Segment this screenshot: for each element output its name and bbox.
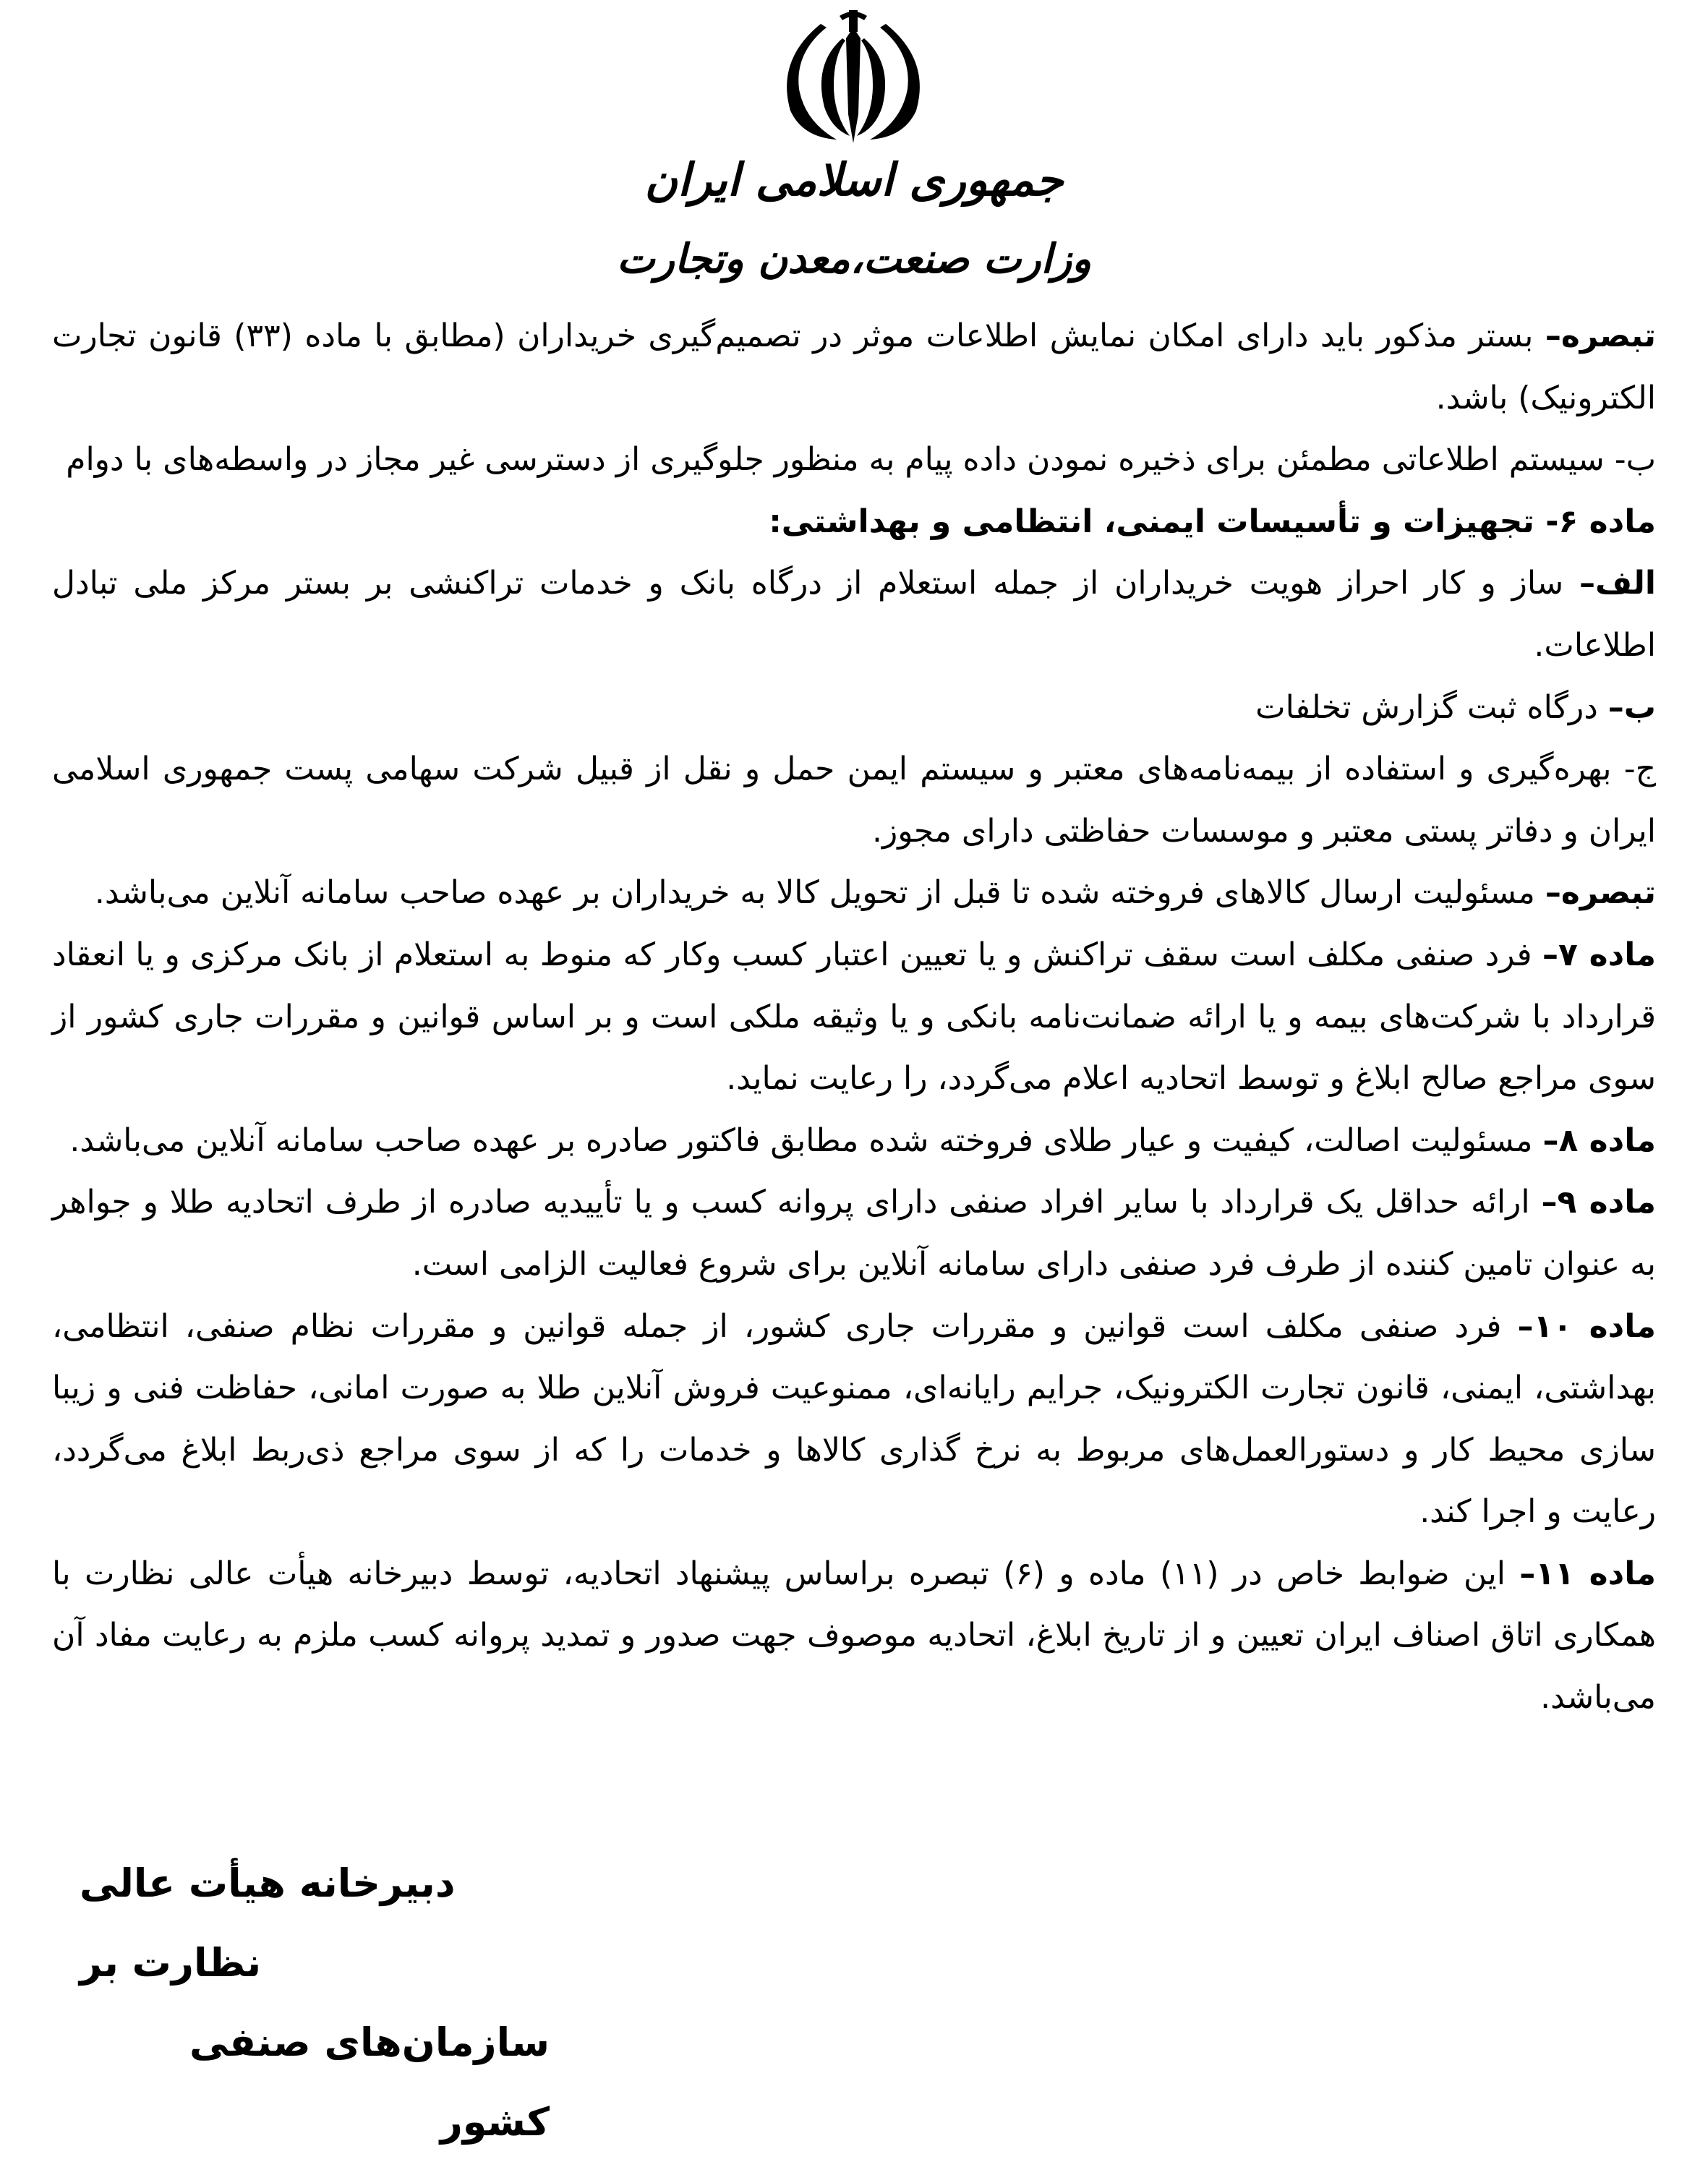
article-11-text: این ضوابط خاص در (۱۱) ماده و (۶) تبصره براساس پیشنهاد اتحادیه، توسط دبیرخانه هیأت عالی نظارت با همکاری اتاق اصناف ایران تعیین و از تاریخ ابلاغ، اتحادیه موصوف جهت صدور و تمدید پروانه کسب ملزم به رعایت مفاد آن می‌باشد. bbox=[52, 1555, 1656, 1717]
clause-alef bbox=[52, 552, 1656, 676]
tabsareh-label: تبصره– bbox=[1545, 317, 1657, 354]
tabsareh-shipping bbox=[52, 862, 1656, 924]
article-9 bbox=[52, 1171, 1656, 1295]
article-8 bbox=[52, 1110, 1656, 1172]
clause-jim: ج- بهره‌گیری و استفاده از بیمه‌نامه‌های معتبر و سیستم ایمن حمل و نقل از قبیل شرکت سهامی پست جمهوری اسلامی ایران و دفاتر پستی معتبر و موسسات حفاظتی دارای مجوز. bbox=[52, 751, 1656, 850]
signature-line-1: دبیرخانه هیأت عالی نظارت بر bbox=[80, 1860, 456, 1986]
signature-block bbox=[29, 1844, 550, 2162]
iran-emblem-icon bbox=[770, 6, 936, 143]
clause-b-text: درگاه ثبت گزارش تخلفات bbox=[1255, 688, 1608, 726]
article-6-heading: ماده ۶- تجهیزات و تأسیسات ایمنی، انتظامی و بهداشتی: bbox=[769, 503, 1656, 540]
letterhead bbox=[0, 0, 1708, 304]
article-9-label: ماده ۹– bbox=[1541, 1184, 1656, 1221]
clause-alef-text: ساز و کار احراز هویت خریداران از جمله استعلام از درگاه بانک و خدمات تراکنشی بر بستر مرکز ملی تبادل اطلاعات. bbox=[52, 565, 1656, 664]
tabsareh-shipping-label: تبصره– bbox=[1545, 874, 1656, 912]
article-8-label: ماده ۸– bbox=[1542, 1121, 1656, 1159]
clause-b-label: ب– bbox=[1607, 688, 1656, 726]
clause-b-storage: ب- سیستم اطلاعاتی مطمئن برای ذخیره نمودن داده پیام به منظور جلوگیری از دسترسی غیر مجاز در واسطه‌های با دوام bbox=[66, 441, 1656, 479]
signature-line-2: سازمان‌های صنفی کشور bbox=[189, 2020, 550, 2145]
tabsareh-text: بستر مذکور باید دارای امکان نمایش اطلاعات موثر در تصمیم‌گیری خریداران (مطابق با ماده (۳۳) قانون تجارت الکترونیک) باشد. bbox=[52, 317, 1656, 416]
article-7 bbox=[52, 924, 1656, 1110]
country-name: جمهوری اسلامی ایران bbox=[644, 153, 1064, 206]
article-11-label: ماده ۱۱– bbox=[1519, 1555, 1656, 1592]
document-body bbox=[52, 305, 1656, 1729]
article-11 bbox=[52, 1543, 1656, 1729]
article-10-label: ماده ۱۰– bbox=[1517, 1307, 1656, 1345]
tabsareh-shipping-text: مسئولیت ارسال کالاهای فروخته شده تا قبل از تحویل کالا به خریداران بر عهده صاحب سامانه آنلاین می‌باشد. bbox=[94, 874, 1545, 912]
clause-alef-label: الف– bbox=[1579, 565, 1656, 602]
article-10 bbox=[52, 1296, 1656, 1543]
clause-b-violations bbox=[52, 677, 1656, 739]
ministry-name: وزارت صنعت،معدن وتجارت bbox=[616, 235, 1092, 283]
article-7-label: ماده ۷– bbox=[1542, 936, 1656, 973]
article-7-text: فرد صنفی مکلف است سقف تراکنش و یا تعیین اعتبار کسب وکار که منوط به استعلام از بانک مرکزی و یا انعقاد قرارداد با شرکت‌های بیمه و یا ارائه ضمانت‌نامه بانکی و یا وثیقه ملکی است و بر اساس قوانین و مقررات جاری کشور از سوی مراجع صالح ابلاغ و توسط اتحادیه اعلام می‌گردد، را رعایت نماید. bbox=[52, 936, 1656, 1098]
tabsareh-paragraph bbox=[52, 305, 1656, 429]
article-10-text: فرد صنفی مکلف است قوانین و مقررات جاری کشور، از جمله قوانین و مقررات نظام صنفی، انتظامی، بهداشتی، ایمنی، قانون تجارت الکترونیک، جرایم رایانه‌ای، ممنوعیت فروش آنلاین طلا به صورت امانی، حفاظت فنی و زیبا سازی محیط کار و دستورالعمل‌های مربوط به نرخ گذاری کالاها و خدمات را که از سوی مراجع ذی‌ربط ابلاغ می‌گردد، رعایت و اجرا کند. bbox=[52, 1307, 1656, 1531]
article-9-text: ارائه حداقل یک قرارداد با سایر افراد صنفی دارای پروانه کسب و یا تأییدیه صادره از طرف اتحادیه طلا و جواهر به عنوان تامین کننده از طرف فرد صنفی دارای سامانه آنلاین برای شروع فعالیت الزامی است. bbox=[52, 1184, 1656, 1283]
article-8-text: مسئولیت اصالت، کیفیت و عیار طلای فروخته شده مطابق فاکتور صادره بر عهده صاحب سامانه آنلاین می‌باشد. bbox=[69, 1121, 1543, 1159]
